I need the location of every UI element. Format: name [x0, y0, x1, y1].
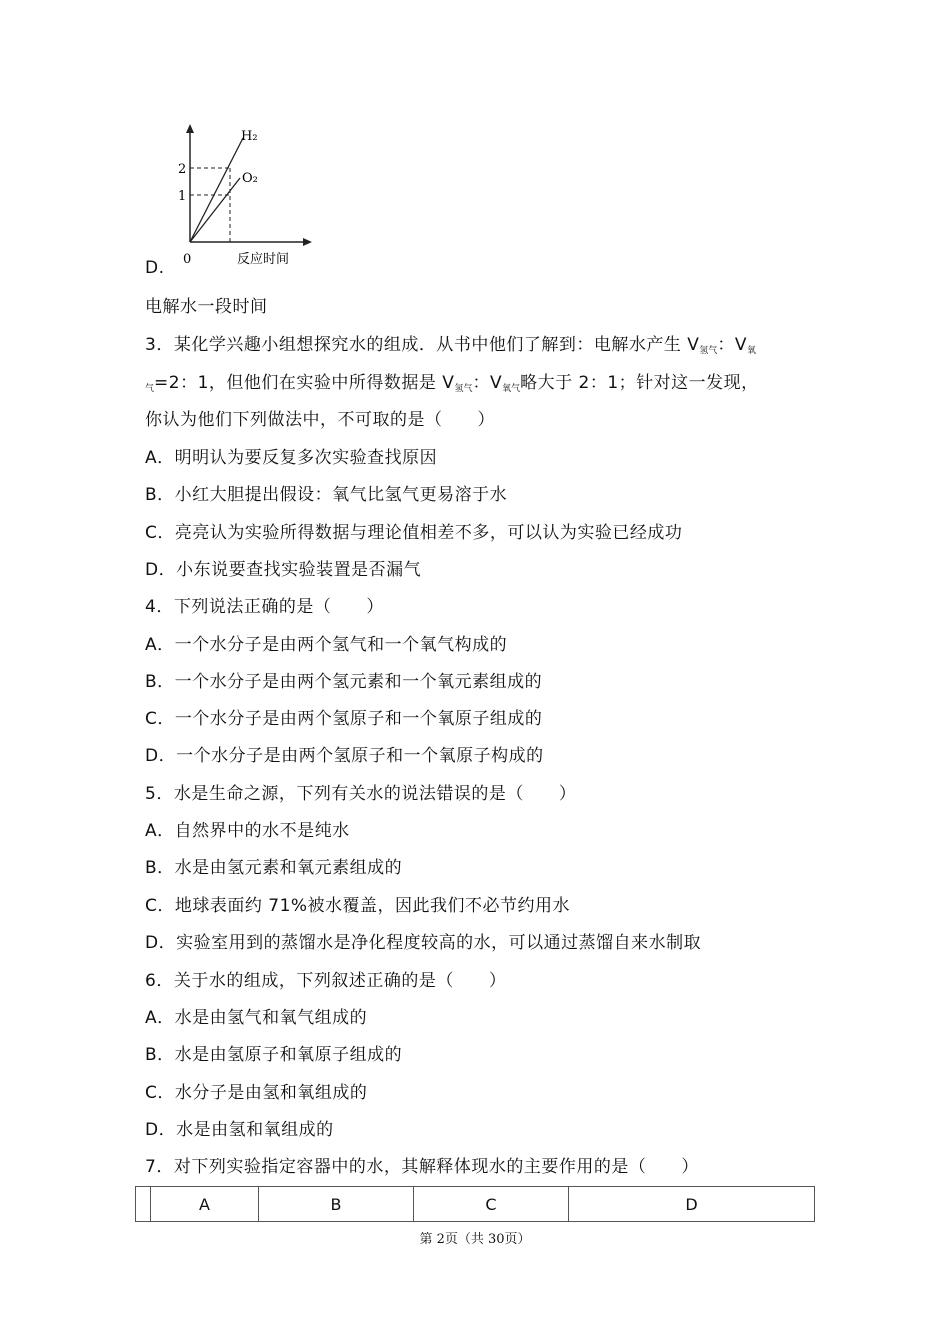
q3-option-b: B．小红大胆提出假设：氧气比氢气更易溶于水: [145, 485, 508, 505]
origin-label: 0: [183, 252, 192, 267]
q6-option-d: D．水是由氢和氧组成的: [145, 1120, 334, 1140]
table-header-a: A: [151, 1187, 259, 1222]
q6-option-b: B．水是由氢原子和氧原子组成的: [145, 1045, 403, 1065]
q5-option-d: D．实验室用到的蒸馏水是净化程度较高的水，可以通过蒸馏自来水制取: [145, 933, 702, 953]
q6-option-a: A．水是由氢气和氧气组成的: [145, 1008, 368, 1028]
o2-label: O₂: [242, 171, 258, 186]
h2-label: H₂: [241, 129, 258, 144]
q5-stem: 5．水是生命之源，下列有关水的说法错误的是（ ）: [145, 784, 577, 804]
q3-stem-line1: 3．某化学兴趣小组想探究水的组成．从书中他们了解到：电解水产生 $V_{氢气}$：$V_氧$: [145, 335, 757, 356]
q4-option-c: C．一个水分子是由两个氢原子和一个氧原子组成的: [145, 709, 543, 729]
q6-option-c: C．水分子是由氢和氧组成的: [145, 1083, 368, 1103]
graph-caption: 电解水一段时间: [145, 297, 268, 317]
q3-option-a: A．明明认为要反复多次实验查找原因: [145, 448, 438, 468]
q6-stem: 6．关于水的组成，下列叙述正确的是（ ）: [145, 971, 507, 991]
q7-table: [135, 1186, 815, 1222]
table-row: [136, 1187, 815, 1222]
q3-option-c: C．亮亮认为实验所得数据与理论值相差不多，可以认为实验已经成功: [145, 523, 683, 543]
q3-stem-line3: 你认为他们下列做法中，不可取的是（ ）: [145, 410, 495, 430]
tick-2: 2: [178, 162, 187, 177]
h2-line: [190, 138, 243, 242]
q5-option-c: C．地球表面约 71%被水覆盖，因此我们不必节约用水: [145, 896, 571, 916]
q4-stem: 4．下列说法正确的是（ ）: [145, 597, 384, 617]
table-header-b: B: [259, 1187, 414, 1222]
q5-option-a: A．自然界中的水不是纯水: [145, 821, 350, 841]
q7-stem: 7．对下列实验指定容器中的水，其解释体现水的主要作用的是（ ）: [145, 1157, 699, 1177]
o2-line: [190, 178, 240, 242]
table-header-c: C: [414, 1187, 569, 1222]
x-axis-arrow: [303, 238, 312, 246]
q3-option-d: D．小东说要查找实验装置是否漏气: [145, 560, 422, 580]
option-d-label: D.: [145, 258, 165, 278]
table-header-d: D: [569, 1187, 815, 1222]
electrolysis-graph: [165, 120, 325, 275]
q4-option-d: D．一个水分子是由两个氢原子和一个氧原子构成的: [145, 746, 544, 766]
page-footer: 第 2页（共 30页）: [419, 1232, 531, 1247]
q4-option-a: A．一个水分子是由两个氢气和一个氧气构成的: [145, 635, 508, 655]
table-header-blank: [136, 1187, 151, 1222]
tick-1: 1: [178, 189, 187, 204]
q5-option-b: B．水是由氢元素和氧元素组成的: [145, 858, 403, 878]
y-axis-arrow: [186, 124, 194, 133]
q3-stem-line2: $_气$=2：1，但他们在实验中所得数据是 $V_{氢气}$：$V_{氧气}$略大于 2：1；针对这一发现，: [145, 373, 759, 394]
x-axis-label: 反应时间: [237, 252, 290, 267]
q4-option-b: B．一个水分子是由两个氢元素和一个氧元素组成的: [145, 672, 543, 692]
